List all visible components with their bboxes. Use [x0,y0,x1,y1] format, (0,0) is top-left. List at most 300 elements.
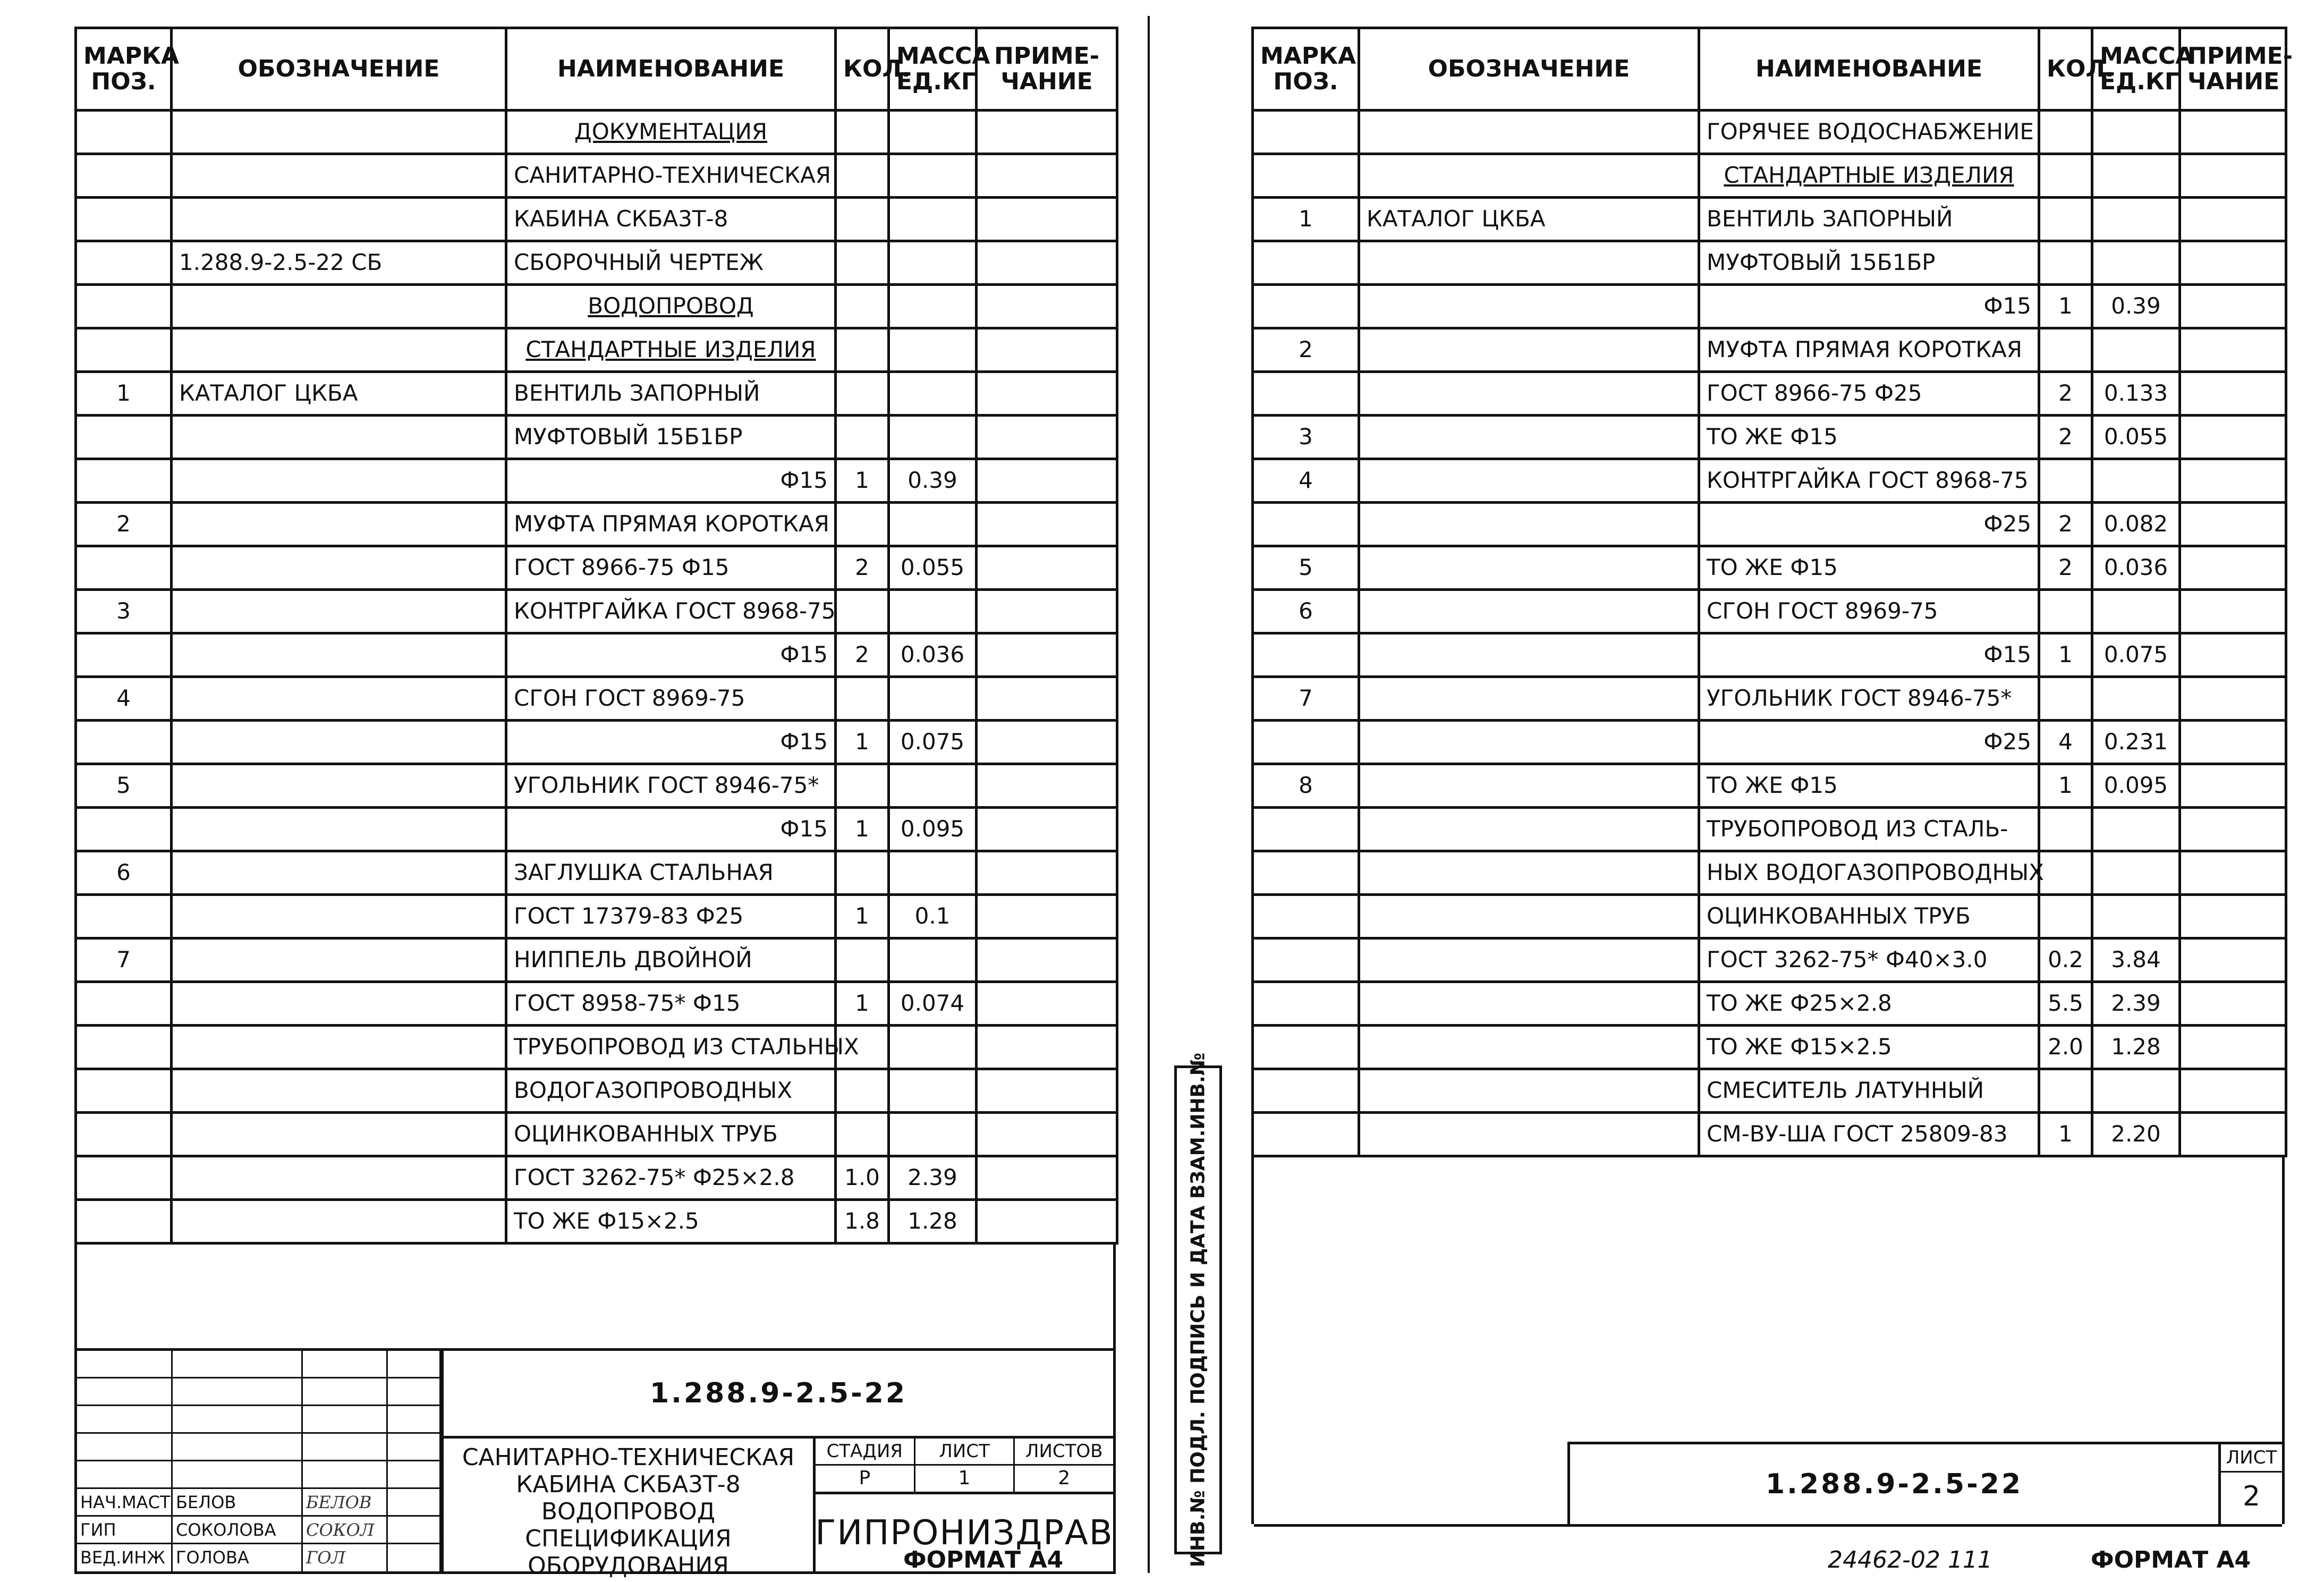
header-mass: МАССА ЕД.КГ [2092,28,2180,111]
designation-cell: КАТАЛОГ ЦКБА [1359,198,1699,241]
name-cell: Ф25 [1699,721,2039,764]
position-cell [76,1026,172,1069]
quantity-cell [836,1113,889,1156]
quantity-cell [2039,1069,2092,1113]
note-cell [977,633,1117,677]
table-header-row [1253,28,2286,111]
position-cell: 7 [76,938,172,982]
position-cell [76,721,172,764]
position-cell: 2 [76,503,172,546]
designation-cell [1359,372,1699,416]
quantity-cell [2039,111,2092,154]
position-cell: 4 [76,677,172,721]
designation-cell [172,416,506,459]
designation-cell [172,1200,506,1243]
note-cell [2180,546,2286,590]
designation-cell [172,546,506,590]
note-cell [2180,198,2286,241]
quantity-cell: 1.8 [836,1200,889,1243]
position-cell: 5 [76,764,172,808]
mass-cell: 0.075 [2092,633,2180,677]
name-cell: ТО ЖЕ Ф15 [1699,416,2039,459]
note-cell [2180,241,2286,285]
designation-cell [1359,1113,1699,1156]
table-row [76,851,1117,895]
mass-cell: 0.133 [2092,372,2180,416]
mass-cell [889,198,977,241]
position-cell: 1 [76,372,172,416]
note-cell [2180,677,2286,721]
mass-cell [2092,677,2180,721]
stage-sheet-box [816,1439,1113,1494]
note-cell [977,241,1117,285]
position-cell [76,633,172,677]
position-cell: 3 [76,590,172,633]
note-cell [2180,721,2286,764]
mass-cell [2092,459,2180,503]
name-cell: Ф15 [1699,285,2039,328]
title-block [1567,1442,2282,1524]
name-cell: МУФТОВЫЙ 15Б1БР [1699,241,2039,285]
quantity-cell: 2 [2039,372,2092,416]
table-row [76,633,1117,677]
quantity-cell [836,938,889,982]
designation-cell [172,590,506,633]
position-cell: 7 [1253,677,1359,721]
position-cell: 8 [1253,764,1359,808]
quantity-cell [2039,677,2092,721]
quantity-cell [2039,895,2092,938]
name-cell: ВЕНТИЛЬ ЗАПОРНЫЙ [506,372,836,416]
name-cell: СГОН ГОСТ 8969-75 [506,677,836,721]
designation-cell [1359,895,1699,938]
table-row [76,1113,1117,1156]
position-cell [1253,1113,1359,1156]
role-label: ГИП [77,1517,173,1543]
spec-table-body-2 [1253,111,2286,1156]
position-cell [1253,241,1359,285]
name-cell: ГОСТ 3262-75* Ф25×2.8 [506,1156,836,1200]
quantity-cell [836,372,889,416]
sheet-label: ЛИСТ [2221,1444,2282,1473]
name-cell: ТО ЖЕ Ф15 [1699,546,2039,590]
position-cell [1253,982,1359,1026]
table-row [76,677,1117,721]
designation-cell [1359,154,1699,198]
note-cell [2180,1026,2286,1069]
table-row [76,1156,1117,1200]
designation-cell [172,1113,506,1156]
note-cell [977,764,1117,808]
signature: СОКОЛ [303,1517,388,1543]
designation-cell [172,982,506,1026]
mass-cell: 0.074 [889,982,977,1026]
position-cell [1253,895,1359,938]
name-cell: ТО ЖЕ Ф15 [1699,764,2039,808]
name-cell: ТО ЖЕ Ф25×2.8 [1699,982,2039,1026]
person-name: БЕЛОВ [173,1489,303,1515]
table-row [1253,416,2286,459]
note-cell [977,590,1117,633]
designation-cell [172,1069,506,1113]
mass-cell [889,851,977,895]
position-cell: 5 [1253,546,1359,590]
name-cell: ГОСТ 8958-75* Ф15 [506,982,836,1026]
header-qty: КОЛ. [2039,28,2092,111]
position-cell [76,459,172,503]
quantity-cell: 1 [836,459,889,503]
format-label: ФОРМАТ А4 [2091,1546,2251,1573]
mass-cell: 2.20 [2092,1113,2180,1156]
name-cell: ТРУБОПРОВОД ИЗ СТАЛЬ- [1699,808,2039,851]
note-cell [977,198,1117,241]
mass-cell [889,1113,977,1156]
designation-cell [1359,633,1699,677]
note-cell [977,808,1117,851]
spec-table-2 [1251,27,2293,1157]
mass-cell [2092,111,2180,154]
name-cell: ВОДОГАЗОПРОВОДНЫХ [506,1069,836,1113]
signature: БЕЛОВ [303,1489,388,1515]
mass-cell [889,938,977,982]
table-row [1253,808,2286,851]
name-cell: ВОДОПРОВОД [506,285,836,328]
signature-grid [77,1351,441,1571]
desc-line: САНИТАРНО-ТЕХНИЧЕСКАЯ [462,1444,795,1471]
position-cell [76,982,172,1026]
mass-cell: 2.39 [2092,982,2180,1026]
position-cell [76,198,172,241]
mass-cell [2092,590,2180,633]
designation-cell [172,328,506,372]
table-row [76,938,1117,982]
header-designation: ОБОЗНАЧЕНИЕ [172,28,506,111]
name-cell: САНИТАРНО-ТЕХНИЧЕСКАЯ [506,154,836,198]
designation-cell [1359,285,1699,328]
signature-row [77,1489,441,1517]
position-cell: 6 [76,851,172,895]
table-row [1253,721,2286,764]
name-cell: СБОРОЧНЫЙ ЧЕРТЕЖ [506,241,836,285]
note-cell [2180,154,2286,198]
sheets-value: 2 [1058,1467,1071,1489]
mass-cell: 1.28 [2092,1026,2180,1069]
table-row [76,1069,1117,1113]
table-row [76,459,1117,503]
vertical-stamp-label: ИНВ.№ ПОДЛ. ПОДПИСЬ И ДАТА ВЗАМ.ИНВ.№ [1187,1052,1209,1568]
name-cell: СТАНДАРТНЫЕ ИЗДЕЛИЯ [506,328,836,372]
mass-cell [889,372,977,416]
designation-cell [172,895,506,938]
name-cell: ОЦИНКОВАННЫХ ТРУБ [1699,895,2039,938]
table-row [76,372,1117,416]
table-row [76,285,1117,328]
name-cell: УГОЛЬНИК ГОСТ 8946-75* [506,764,836,808]
table-row [1253,1069,2286,1113]
designation-cell [1359,328,1699,372]
blank-area [1251,1157,2285,1524]
quantity-cell: 2 [2039,503,2092,546]
quantity-cell: 2.0 [2039,1026,2092,1069]
designation-cell [172,721,506,764]
designation-cell [1359,459,1699,503]
mass-cell: 0.055 [889,546,977,590]
designation-cell [1359,851,1699,895]
mass-cell [889,328,977,372]
note-cell [977,285,1117,328]
note-cell [2180,590,2286,633]
header-designation: ОБОЗНАЧЕНИЕ [1359,28,1699,111]
name-cell: Ф15 [1699,633,2039,677]
title-block [74,1351,1116,1579]
name-cell: СМ-ВУ-ША ГОСТ 25809-83 [1699,1113,2039,1156]
quantity-cell: 2 [836,633,889,677]
table-row [1253,1026,2286,1069]
mass-cell [889,154,977,198]
table-row [76,198,1117,241]
spec-table-1 [74,27,1118,1245]
table-row [1253,938,2286,982]
position-cell [76,546,172,590]
designation-cell [1359,503,1699,546]
table-row [76,721,1117,764]
position-cell [1253,633,1359,677]
document-code: 1.288.9-2.5-22 [444,1351,1113,1439]
mass-cell [2092,851,2180,895]
name-cell: ДОКУМЕНТАЦИЯ [506,111,836,154]
mass-cell: 2.39 [889,1156,977,1200]
designation-cell [1359,721,1699,764]
mass-cell [2092,328,2180,372]
note-cell [2180,459,2286,503]
designation-cell: 1.288.9-2.5-22 СБ [172,241,506,285]
mass-cell: 0.082 [2092,503,2180,546]
mass-cell [889,503,977,546]
mass-cell: 0.075 [889,721,977,764]
quantity-cell: 2 [2039,416,2092,459]
name-cell: СТАНДАРТНЫЕ ИЗДЕЛИЯ [1699,154,2039,198]
designation-cell [1359,1026,1699,1069]
designation-cell [1359,111,1699,154]
mass-cell [2092,808,2180,851]
name-cell: ТРУБОПРОВОД ИЗ СТАЛЬНЫХ [506,1026,836,1069]
name-cell: СГОН ГОСТ 8969-75 [1699,590,2039,633]
mass-cell: 0.055 [2092,416,2180,459]
signature-row [77,1544,441,1572]
name-cell: ГОСТ 17379-83 Ф25 [506,895,836,938]
note-cell [977,938,1117,982]
spec-table-body-1 [76,111,1117,1243]
table-header-row [76,28,1117,111]
vertical-stamp-strip [1174,1052,1222,1568]
table-row [76,241,1117,285]
name-cell: МУФТА ПРЯМАЯ КОРОТКАЯ [1699,328,2039,372]
mass-cell: 0.39 [2092,285,2180,328]
table-row [76,764,1117,808]
position-cell [76,895,172,938]
designation-cell [172,503,506,546]
sheet-label: ЛИСТ [915,1439,1014,1466]
quantity-cell [2039,154,2092,198]
quantity-cell [836,851,889,895]
mass-cell [2092,198,2180,241]
mass-cell [889,677,977,721]
note-cell [2180,764,2286,808]
note-cell [977,677,1117,721]
note-cell [2180,328,2286,372]
name-cell: НИППЕЛЬ ДВОЙНОЙ [506,938,836,982]
note-cell [977,459,1117,503]
table-row [1253,764,2286,808]
quantity-cell [2039,241,2092,285]
mass-cell [889,111,977,154]
note-cell [977,1113,1117,1156]
table-row [76,1026,1117,1069]
stage-value: Р [859,1467,871,1489]
position-cell: 4 [1253,459,1359,503]
designation-cell [172,1156,506,1200]
designation-cell [172,764,506,808]
name-cell: ТО ЖЕ Ф15×2.5 [1699,1026,2039,1069]
table-row [76,416,1117,459]
name-cell: ВЕНТИЛЬ ЗАПОРНЫЙ [1699,198,2039,241]
mass-cell: 0.1 [889,895,977,938]
name-cell: УГОЛЬНИК ГОСТ 8946-75* [1699,677,2039,721]
note-cell [2180,416,2286,459]
desc-line: ВОДОПРОВОД [541,1498,716,1525]
sheet-value: 1 [958,1467,971,1489]
position-cell [76,328,172,372]
table-row [76,1200,1117,1243]
table-row [1253,459,2286,503]
desc-line: КАБИНА СКБА3Т-8 [516,1471,741,1498]
mass-cell: 0.095 [889,808,977,851]
quantity-cell [836,503,889,546]
position-cell [1253,721,1359,764]
designation-cell [1359,416,1699,459]
note-cell [977,111,1117,154]
designation-cell [172,938,506,982]
position-cell [1253,372,1359,416]
header-qty: КОЛ. [836,28,889,111]
person-name: СОКОЛОВА [173,1517,303,1543]
signature-row [77,1517,441,1544]
blank-area [74,1245,1116,1351]
designation-cell [172,198,506,241]
name-cell: ЗАГЛУШКА СТАЛЬНАЯ [506,851,836,895]
name-cell: Ф15 [506,721,836,764]
sheets-label: ЛИСТОВ [1015,1439,1113,1466]
table-row [76,154,1117,198]
note-cell [977,328,1117,372]
mass-cell: 0.231 [2092,721,2180,764]
table-row [76,546,1117,590]
name-cell: Ф15 [506,459,836,503]
mass-cell: 0.39 [889,459,977,503]
table-row [76,590,1117,633]
table-row [1253,241,2286,285]
archive-number: 24462-02 111 [1828,1546,1992,1573]
position-cell: 3 [1253,416,1359,459]
table-row [1253,503,2286,546]
position-cell: 1 [1253,198,1359,241]
position-cell [1253,111,1359,154]
note-cell [2180,1069,2286,1113]
designation-cell [1359,1069,1699,1113]
table-row [1253,590,2286,633]
sheet-value: 2 [2242,1481,2261,1512]
name-cell: НЫХ ВОДОГАЗОПРОВОДНЫХ [1699,851,2039,895]
designation-cell [1359,982,1699,1026]
designation-cell [172,633,506,677]
position-cell [76,285,172,328]
quantity-cell [2039,590,2092,633]
mass-cell: 0.036 [889,633,977,677]
position-cell [76,1113,172,1156]
name-cell: ГОСТ 3262-75* Ф40×3.0 [1699,938,2039,982]
mass-cell [889,764,977,808]
sheet-box [2218,1444,2282,1524]
quantity-cell: 0.2 [2039,938,2092,982]
designation-cell [1359,546,1699,590]
position-cell [76,241,172,285]
note-cell [2180,1113,2286,1156]
table-row [1253,1113,2286,1156]
note-cell [977,1200,1117,1243]
mass-cell: 0.095 [2092,764,2180,808]
note-cell [2180,938,2286,982]
header-name: НАИМЕНОВАНИЕ [1699,28,2039,111]
name-cell: Ф25 [1699,503,2039,546]
table-row [1253,285,2286,328]
quantity-cell: 1 [836,721,889,764]
role-label: НАЧ.МАСТ [77,1489,173,1515]
designation-cell [1359,590,1699,633]
note-cell [977,721,1117,764]
table-row [1253,111,2286,154]
table-row [1253,982,2286,1026]
quantity-cell [836,285,889,328]
note-cell [977,982,1117,1026]
position-cell [1253,503,1359,546]
quantity-cell: 1 [836,895,889,938]
position-cell: 2 [1253,328,1359,372]
table-row [1253,154,2286,198]
quantity-cell: 4 [2039,721,2092,764]
quantity-cell: 1 [836,808,889,851]
quantity-cell: 1.0 [836,1156,889,1200]
note-cell [2180,111,2286,154]
title-block-main [441,1351,1114,1579]
name-cell: МУФТОВЫЙ 15Б1БР [506,416,836,459]
quantity-cell [2039,328,2092,372]
table-row [76,895,1117,938]
note-cell [2180,982,2286,1026]
quantity-cell: 1 [836,982,889,1026]
designation-cell [172,111,506,154]
header-pos: МАРКА ПОЗ. [1253,28,1359,111]
note-cell [977,372,1117,416]
mass-cell [889,1069,977,1113]
name-cell: КАБИНА СКБА3Т-8 [506,198,836,241]
name-cell: КОНТРГАЙКА ГОСТ 8968-75 [506,590,836,633]
note-cell [977,895,1117,938]
table-row [76,808,1117,851]
table-row [1253,198,2286,241]
name-cell: Ф15 [506,633,836,677]
mass-cell [889,285,977,328]
name-cell: ГОСТ 8966-75 Ф15 [506,546,836,590]
